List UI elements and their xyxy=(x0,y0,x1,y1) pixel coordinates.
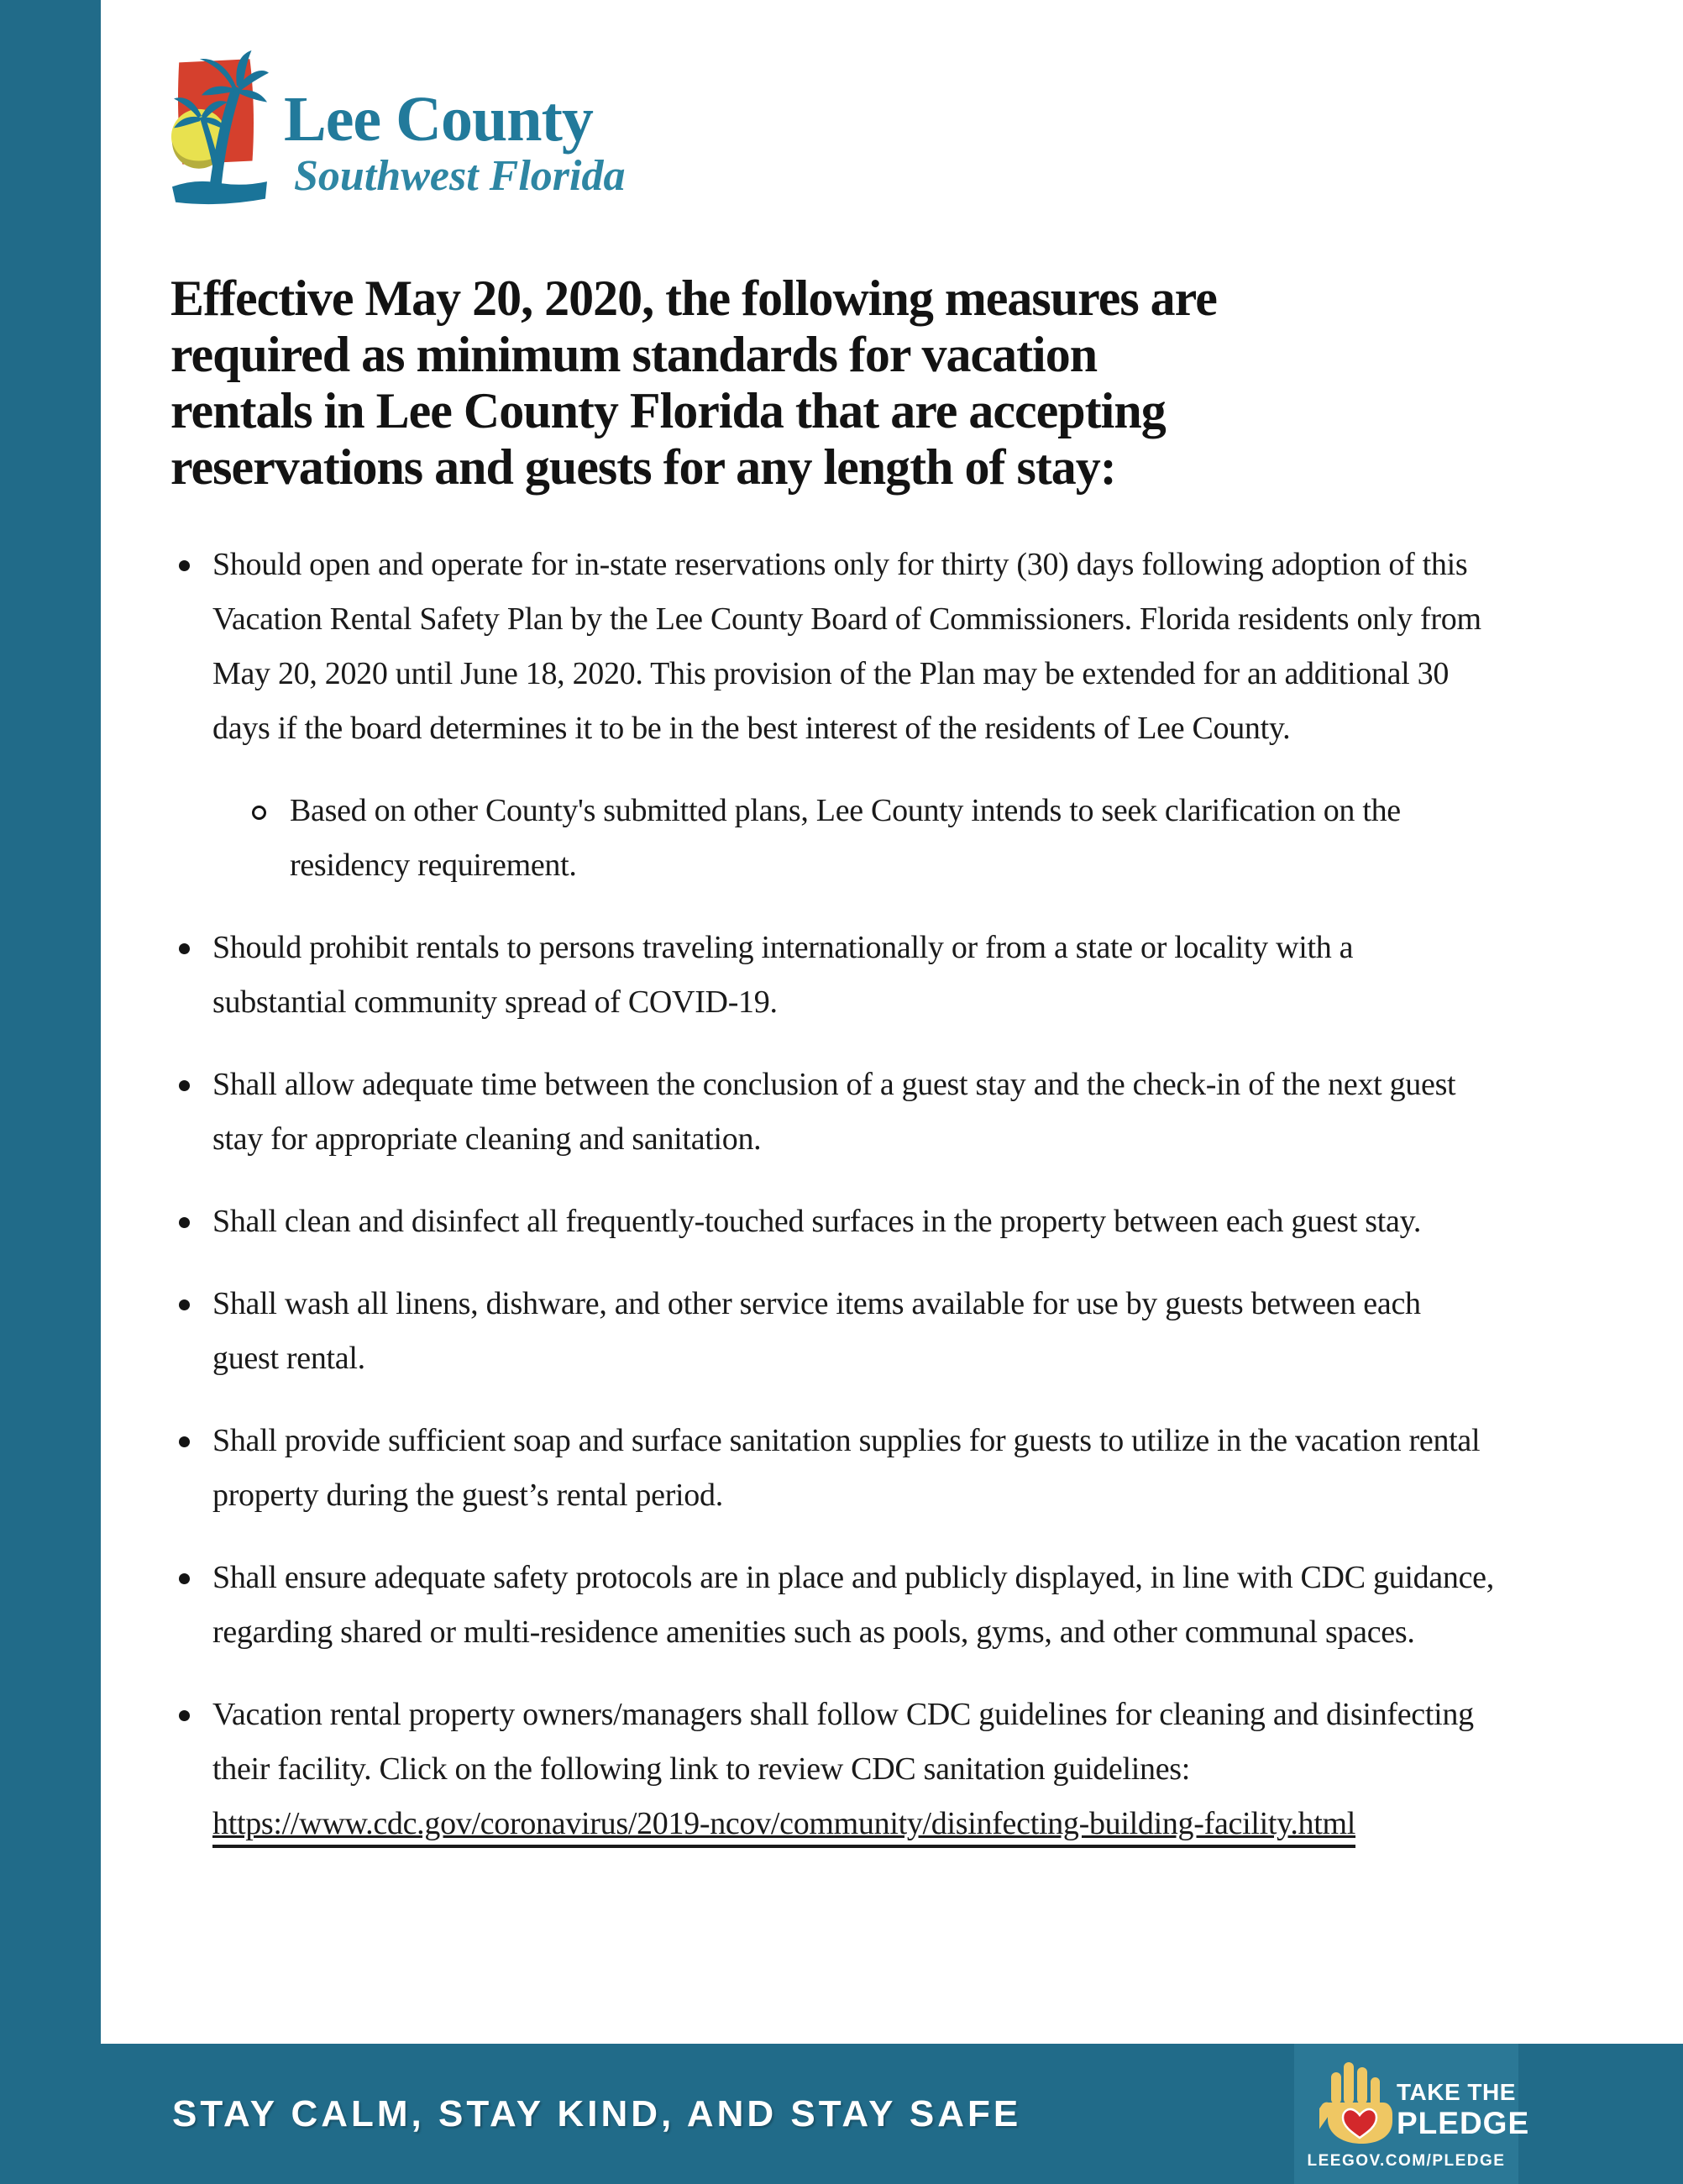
heading-line: rentals in Lee County Florida that are accepting xyxy=(170,383,1166,438)
list-item-text: Based on other County's submitted plans, Lee County intends to seek clarification on the residency requirement. xyxy=(290,793,1401,883)
bullet-circle-icon xyxy=(249,784,290,893)
list-item-text-lead: Vacation rental property owners/managers shall follow CDC guidelines for cleaning and disinfecting their facility. Click on the following link to review CDC sanitation guidelines: xyxy=(212,1697,1474,1787)
bullet-dot-icon xyxy=(171,1551,212,1660)
bullet-dot-icon xyxy=(171,1058,212,1167)
pledge-line2: PLEDGE xyxy=(1397,2106,1530,2140)
footer-message: STAY CALM, STAY KIND, AND STAY SAFE xyxy=(172,2092,1022,2134)
list-item-text: Shall provide sufficient soap and surface sanitation supplies for guests to utilize in the vacation rental property during the guest’s rental period. xyxy=(212,1423,1481,1513)
list-item-text: Should open and operate for in-state reservations only for thirty (30) days following adoption of this Vacation Rental Safety Plan by the Lee County Board of Commissioners. Florida residents only from May 20, 2020 until June 18, 2020. This provision of the Plan may be extended for an additional 30 days if the board determines it to be in the best interest of the residents of Lee County. xyxy=(212,547,1481,746)
footer-bar xyxy=(0,2044,1683,2184)
heading-line: reservations and guests for any length of stay: xyxy=(170,439,1116,495)
pledge-line1: TAKE THE xyxy=(1397,2079,1516,2105)
logo-title: Lee County xyxy=(284,84,593,155)
list-item xyxy=(171,1414,1494,1523)
page-title xyxy=(170,270,1217,496)
logo-text xyxy=(284,50,625,210)
lee-county-logo xyxy=(170,50,625,210)
bullet-dot-icon xyxy=(171,1194,212,1249)
list-item-text: Shall ensure adequate safety protocols are in place and publicly displayed, in line with CDC guidance, regarding shared or multi-residence amenities such as pools, gyms, and other communal spaces. xyxy=(212,1560,1494,1650)
list-item xyxy=(171,538,1494,756)
hand-heart-icon xyxy=(1319,2059,1395,2146)
list-item xyxy=(171,1688,1494,1851)
list-item-text: Should prohibit rentals to persons traveling internationally or from a state or locality with a substantial community spread of COVID-19. xyxy=(212,930,1354,1020)
heading-line: Effective May 20, 2020, the following measures are xyxy=(170,270,1217,326)
list-item-text: Shall allow adequate time between the conclusion of a guest stay and the check-in of the next guest stay for appropriate cleaning and sanitation. xyxy=(212,1067,1456,1157)
list-item xyxy=(171,1194,1494,1249)
list-item-text: Shall wash all linens, dishware, and other service items available for use by guests between each guest rental. xyxy=(212,1286,1421,1376)
list-item-sub xyxy=(249,784,1494,893)
bullet-dot-icon xyxy=(171,1688,212,1851)
palm-tree-sun-icon xyxy=(170,50,270,210)
bullet-dot-icon xyxy=(171,1414,212,1523)
bullet-dot-icon xyxy=(171,1277,212,1386)
heading-line: required as minimum standards for vacation xyxy=(170,327,1098,382)
cdc-guidelines-link[interactable]: https://www.cdc.gov/coronavirus/2019-ncov/community/disinfecting-building-facility.html xyxy=(212,1806,1355,1848)
bullet-dot-icon xyxy=(171,921,212,1030)
pledge-url: LEEGOV.COM/PLEDGE xyxy=(1307,2152,1506,2170)
list-item xyxy=(171,921,1494,1030)
list-item-text: Shall clean and disinfect all frequently-touched surfaces in the property between each guest stay. xyxy=(212,1204,1422,1239)
list-item xyxy=(171,1058,1494,1167)
left-accent-strip xyxy=(0,0,101,2184)
bullet-dot-icon xyxy=(171,538,212,756)
logo-tagline: Southwest Florida xyxy=(294,152,626,200)
list-item xyxy=(171,1277,1494,1386)
list-item-text xyxy=(212,1688,1494,1851)
take-the-pledge-badge xyxy=(1294,2044,1530,2184)
measures-list xyxy=(171,538,1494,1879)
list-item xyxy=(171,1551,1494,1660)
